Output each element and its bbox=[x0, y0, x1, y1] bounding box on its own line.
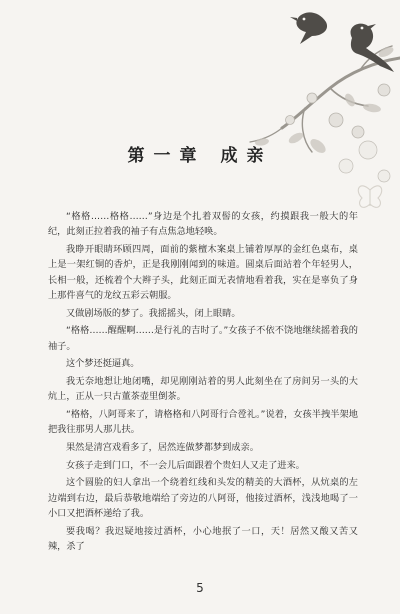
faded-background-text bbox=[165, 28, 325, 108]
paragraph: 又做剧场版的梦了。我摇摇头，闭上眼睛。 bbox=[66, 307, 241, 319]
paragraph: “格格……醒醒啊……是行礼的吉时了。”女孩子不依不饶地继续摇着我的袖子。 bbox=[48, 325, 358, 352]
paragraph: “格格……格格……”身边是个扎着双髻的女孩，约摸跟我一般大的年纪，此刻正拉着我的袖子有点焦急地轻唤。 bbox=[48, 211, 358, 238]
butterfly-icon bbox=[358, 186, 381, 208]
paragraph: 这个圆脸的妇人拿出一个绕着红线和头发的精美的大酒杯，从炕桌的左边端到右边，最后恭敬地端给了旁边的八阿哥，他接过酒杯，浅浅地喝了一小口又把酒杯递给了我。 bbox=[48, 477, 358, 519]
paragraph: 果然是清宫戏看多了，居然连做梦都梦到成亲。 bbox=[66, 442, 259, 453]
page-number: 5 bbox=[196, 581, 204, 595]
paragraph: 要我喝？我迟疑地接过酒杯，小心地抿了一口，天！居然又酸又苦又辣，杀了 bbox=[48, 525, 358, 552]
paragraph: 我无奈地想让地闭嘴，却见刚刚站着的男人此刻坐在了房间另一头的大炕上，正从一只古董茶壶里倒茶。 bbox=[48, 376, 358, 403]
paragraph: 这个梦还挺逼真。 bbox=[66, 358, 140, 370]
chapter-title: 第一章 成亲 bbox=[127, 146, 273, 167]
paragraph: 女孩子走到门口，不一会儿后面跟着个贵妇人又走了进来。 bbox=[66, 459, 305, 471]
paragraph: 我睁开眼睛环顾四周，面前的紫檀木案桌上铺着厚厚的金红色桌布，桌上是一架红铜的香炉，正是我刚刚闻到的味道。圆桌后面站着个年轻男人，长相一般，还梳着个大辫子头，此刻正面无表情地看着我，实在是辜负了身上那件喜气的龙纹五彩云朝服。 bbox=[48, 244, 358, 302]
body-text bbox=[48, 209, 358, 557]
paragraph: “格格，八阿哥来了，请格格和八阿哥行合卺礼。”说着，女孩半拽半架地把我往那男人那儿扶。 bbox=[48, 409, 358, 436]
